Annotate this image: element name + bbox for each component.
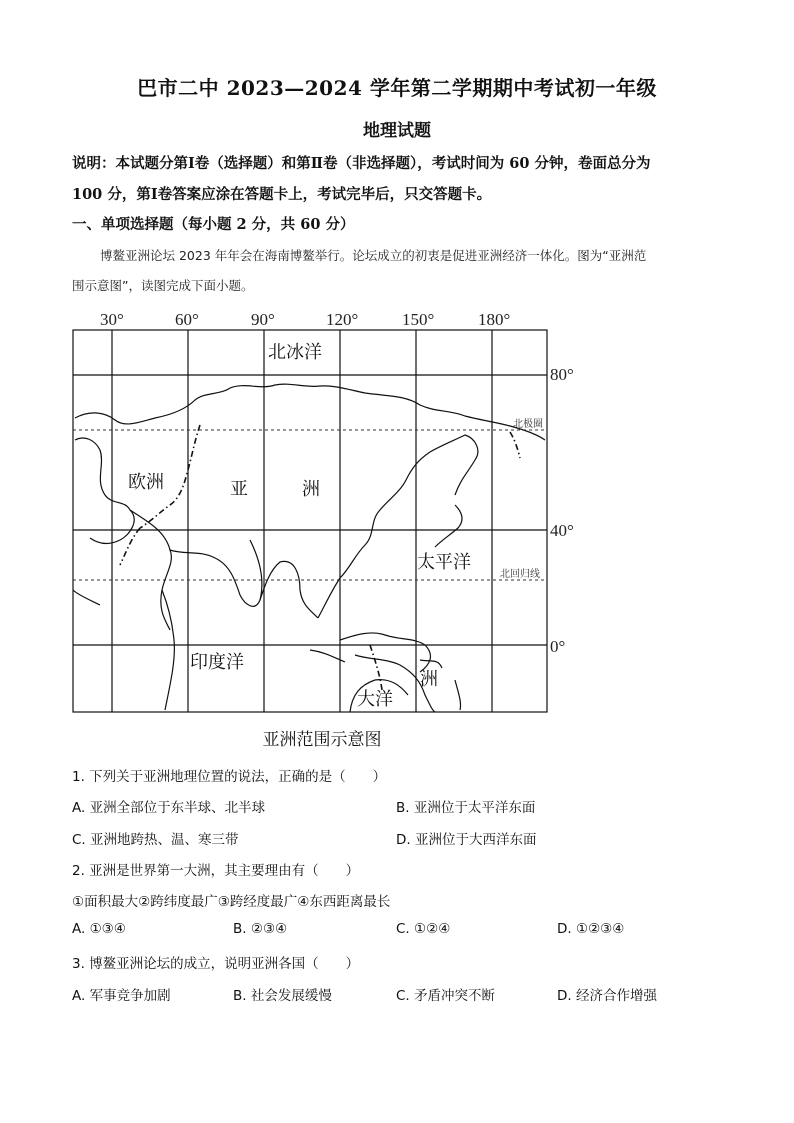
question-2-option-a: A. ①③④: [72, 921, 126, 937]
question-3-option-b: B. 社会发展缓慢: [233, 988, 332, 1004]
question-2-statements: ①面积最大②跨纬度最广③跨经度最广④东西距离最长: [72, 894, 391, 910]
label-oceania-2: 大洋: [357, 689, 393, 710]
section-heading: 一、单项选择题（每小题 2 分，共 60 分）: [72, 216, 355, 233]
lon-label-30: 30°: [100, 310, 124, 329]
question-3-option-d: D. 经济合作增强: [557, 988, 657, 1004]
instructions-line-2: 100 分，第Ⅰ卷答案应涂在答题卡上，考试完毕后，只交答题卡。: [72, 186, 492, 203]
label-europe: 欧洲: [128, 472, 164, 493]
intro-line-2: 围示意图”，读图完成下面小题。: [72, 278, 254, 293]
lat-label-80: 80°: [550, 365, 574, 384]
question-1-option-c: C. 亚洲地跨热、温、寒三带: [72, 832, 239, 848]
question-1-option-a: A. 亚洲全部位于东半球、北半球: [72, 800, 266, 816]
map-grid: [73, 330, 547, 712]
map-caption: 亚洲范围示意图: [262, 730, 382, 750]
question-2-option-d: D. ①②③④: [557, 921, 625, 937]
instructions-line-1: 说明：本试题分第Ⅰ卷（选择题）和第Ⅱ卷（非选择题），考试时间为 60 分钟，卷面总分为: [72, 155, 651, 172]
question-1-option-d: D. 亚洲位于大西洋东面: [396, 832, 537, 848]
question-2-option-b: B. ②③④: [233, 921, 288, 937]
question-1-stem: 1. 下列关于亚洲地理位置的说法，正确的是（ ）: [72, 769, 387, 785]
question-2-option-c: C. ①②④: [396, 921, 451, 937]
page-title: 巴市二中 2023—2024 学年第二学期期中考试初一年级: [137, 76, 657, 100]
lon-label-150: 150°: [402, 310, 435, 329]
question-3-option-a: A. 军事竞争加剧: [72, 988, 171, 1004]
label-asia-1: 亚: [230, 479, 248, 500]
lon-label-60: 60°: [175, 310, 199, 329]
intro-line-1: 博鳌亚洲论坛 2023 年年会在海南博鳌举行。论坛成立的初衷是促进亚洲经济一体化。图为“亚洲范: [100, 248, 647, 263]
lon-label-180: 180°: [478, 310, 511, 329]
page-subtitle: 地理试题: [363, 121, 431, 141]
question-3-option-c: C. 矛盾冲突不断: [396, 988, 496, 1004]
question-2-stem: 2. 亚洲是世界第一大洲，其主要理由有（ ）: [72, 863, 360, 879]
label-pacific: 太平洋: [417, 552, 471, 573]
label-oceania-1: 洲: [420, 669, 438, 690]
tropic-cancer-label: 北回归线: [500, 569, 540, 580]
coastlines: [73, 384, 545, 712]
label-arctic-ocean: 北冰洋: [268, 342, 322, 363]
label-asia-2: 洲: [302, 479, 320, 500]
lat-label-0: 0°: [550, 637, 566, 656]
lon-label-90: 90°: [251, 310, 275, 329]
lon-label-120: 120°: [326, 310, 359, 329]
asia-range-map: [70, 300, 590, 750]
question-3-stem: 3. 博鳌亚洲论坛的成立，说明亚洲各国（ ）: [72, 956, 360, 972]
lat-label-40: 40°: [550, 521, 574, 540]
label-indian-ocean: 印度洋: [190, 652, 244, 673]
arctic-circle-label: 北极圈: [513, 419, 543, 430]
question-1-option-b: B. 亚洲位于太平洋东面: [396, 800, 536, 816]
